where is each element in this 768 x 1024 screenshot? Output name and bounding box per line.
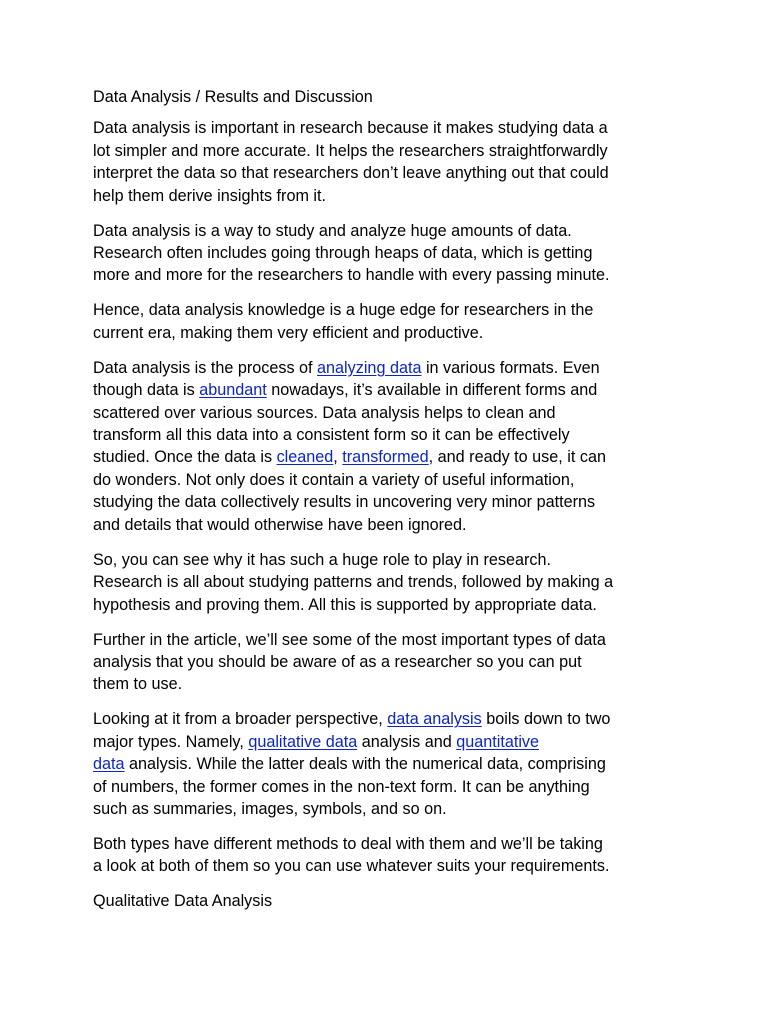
paragraph-line: Further in the article, we’ll see some of the most important types of data: [93, 630, 606, 649]
paragraph-line: interpret the data so that researchers don’t leave anything out that could: [93, 164, 609, 183]
link-quantitative-data-continued[interactable]: data: [93, 755, 125, 774]
paragraph-line: current era, making them very efficient and productive.: [93, 323, 484, 342]
paragraph-line: [93, 753, 693, 775]
document-heading: Data Analysis / Results and Discussion: [93, 88, 373, 106]
text-run: Looking at it from a broader perspective,: [93, 710, 388, 729]
text-run: Data analysis is the process of: [93, 358, 318, 377]
document-subheading: Qualitative Data Analysis: [93, 892, 273, 911]
paragraph-line: such as summaries, images, symbols, and so on.: [93, 799, 447, 818]
paragraph-line: Research often includes going through heaps of data, which is getting: [93, 244, 593, 263]
text-run: major types. Namely,: [93, 732, 249, 751]
paragraph-line: and details that would otherwise have been ignored.: [93, 515, 467, 534]
paragraph-5: [93, 549, 693, 616]
text-run: ,: [333, 448, 343, 467]
paragraph-line: So, you can see why it has such a huge role to play in research.: [93, 550, 552, 569]
paragraph-4: [93, 357, 693, 536]
text-run: analysis and: [357, 732, 457, 751]
paragraph-line: lot simpler and more accurate. It helps the researchers straightforwardly: [93, 141, 608, 160]
paragraph-line: [93, 357, 693, 379]
paragraph-line: Data analysis is a way to study and analyze huge amounts of data.: [93, 221, 572, 240]
paragraph-line: [93, 446, 693, 468]
paragraph-line: [93, 708, 693, 730]
link-cleaned[interactable]: cleaned: [276, 448, 334, 467]
paragraph-line: more and more for the researchers to handle with every passing minute.: [93, 266, 610, 285]
document-page: [93, 86, 693, 913]
text-run: , and ready to use, it can: [428, 448, 606, 467]
link-quantitative-data[interactable]: quantitative: [456, 732, 540, 751]
text-run: in various formats. Even: [421, 358, 600, 377]
paragraph-line: transform all this data into a consistent form so it can be effectively: [93, 426, 570, 445]
paragraph-3: [93, 299, 693, 344]
paragraph-line: [93, 379, 693, 401]
paragraph-2: [93, 220, 693, 287]
link-data-analysis[interactable]: data analysis: [387, 710, 482, 729]
paragraph-line: Research is all about studying patterns and trends, followed by making a: [93, 573, 614, 592]
paragraph-line: hypothesis and proving them. All this is supported by appropriate data.: [93, 595, 597, 614]
paragraph-line: do wonders. Not only does it contain a variety of useful information,: [93, 470, 575, 489]
text-run: studied. Once the data is: [93, 448, 277, 467]
text-run: though data is: [93, 381, 200, 400]
paragraph-line: [93, 731, 693, 753]
paragraph-line: studying the data collectively results in uncovering very minor patterns: [93, 493, 596, 512]
paragraph-line: of numbers, the former comes in the non-text form. It can be anything: [93, 777, 590, 796]
paragraph-7: [93, 708, 693, 820]
paragraph-line: scattered over various sources. Data analysis helps to clean and: [93, 403, 556, 422]
paragraph-line: them to use.: [93, 675, 183, 694]
paragraph-line: Hence, data analysis knowledge is a huge edge for researchers in the: [93, 301, 594, 320]
link-abundant[interactable]: abundant: [199, 381, 267, 400]
paragraph-line: analysis that you should be aware of as a researcher so you can put: [93, 652, 582, 671]
paragraph-line: help them derive insights from it.: [93, 186, 327, 205]
text-run: boils down to two: [481, 710, 611, 729]
paragraph-line: Both types have different methods to deal with them and we’ll be taking: [93, 834, 603, 853]
text-run: analysis. While the latter deals with the numerical data, comprising: [124, 755, 606, 774]
link-analyzing-data[interactable]: analyzing data: [317, 358, 422, 377]
paragraph-8: [93, 833, 693, 878]
paragraph-6: [93, 629, 693, 696]
paragraph-line: a look at both of them so you can use whatever suits your requirements.: [93, 857, 610, 876]
paragraph-1: [93, 117, 693, 207]
link-transformed[interactable]: transformed: [342, 448, 429, 467]
text-run: nowadays, it’s available in different forms and: [266, 381, 598, 400]
link-qualitative-data[interactable]: qualitative data: [248, 732, 358, 751]
paragraph-line: Data analysis is important in research because it makes studying data a: [93, 119, 608, 138]
